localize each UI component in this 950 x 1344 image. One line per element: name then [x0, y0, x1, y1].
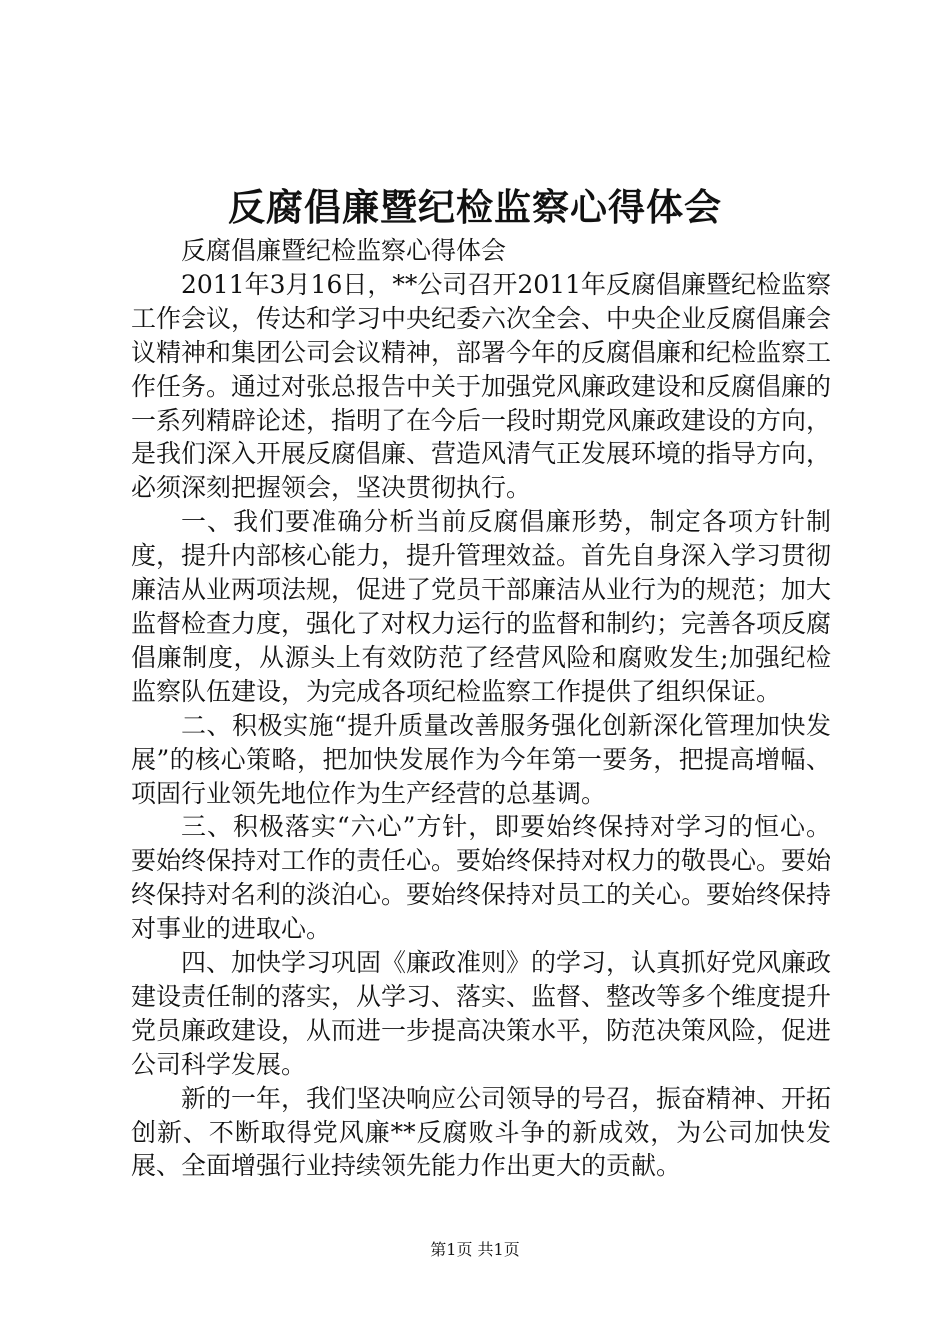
paragraph-intro: 2011年3月16日，**公司召开2011年反腐倡廉暨纪检监察工作会议，传达和学习中央纪委六次全会、中央企业反腐倡廉会议精神和集团公司会议精神，部署今年的反腐倡廉和纪检监察工作任务。通过对张总报告中关于加强党风廉政建设和反腐倡廉的一系列精辟论述，指明了在今后一段时期党风廉政建设的方向，是我们深入开展反腐倡廉、营造风清气正发展环境的指导方向，必须深刻把握领会，坚决贯彻执行。: [131, 269, 832, 503]
paragraph-point-two: 二、积极实施“提升质量改善服务强化创新深化管理加快发展”的核心策略，把加快发展作为今年第一要务，把提高增幅、项固行业领先地位作为生产经营的总基调。: [131, 710, 831, 808]
paragraph-point-four: 四、加快学习巩固《廉政准则》的学习，认真抓好党风廉政建设责任制的落实，从学习、落实、监督、整改等多个维度提升党员廉政建设，从而进一步提高决策水平，防范决策风险，促进公司科学发展。: [131, 948, 832, 1079]
paragraph-subtitle: 反腐倡廉暨纪检监察心得体会: [181, 236, 507, 265]
paragraph-point-one: 一、我们要准确分析当前反腐倡廉形势，制定各项方针制度，提升内部核心能力，提升管理效益。首先自身深入学习贯彻廉洁从业两项法规，促进了党员干部廉洁从业行为的规范；加大监督检查力度，强化了对权力运行的监督和制约；完善各项反腐倡廉制度，从源头上有效防范了经营风险和腐败发生;加强纪检监察队伍建设，为完成各项纪检监察工作提供了组织保证。: [131, 507, 832, 706]
page-number-footer: 第1页 共1页: [430, 1240, 520, 1259]
document-body: [131, 234, 831, 1183]
document-title: 反腐倡廉暨纪检监察心得体会: [228, 186, 722, 229]
paragraph-point-three: 三、积极落实“六心”方针，即要始终保持对学习的恒心。要始终保持对工作的责任心。要始终保持对权力的敬畏心。要始终保持对名利的淡泊心。要始终保持对员工的关心。要始终保持对事业的进取心。: [131, 812, 832, 944]
paragraph-conclusion: 新的一年，我们坚决响应公司领导的号召，振奋精神、开拓创新、不断取得党风廉**反腐败斗争的新成效，为公司加快发展、全面增强行业持续领先能力作出更大的贡献。: [131, 1083, 832, 1181]
